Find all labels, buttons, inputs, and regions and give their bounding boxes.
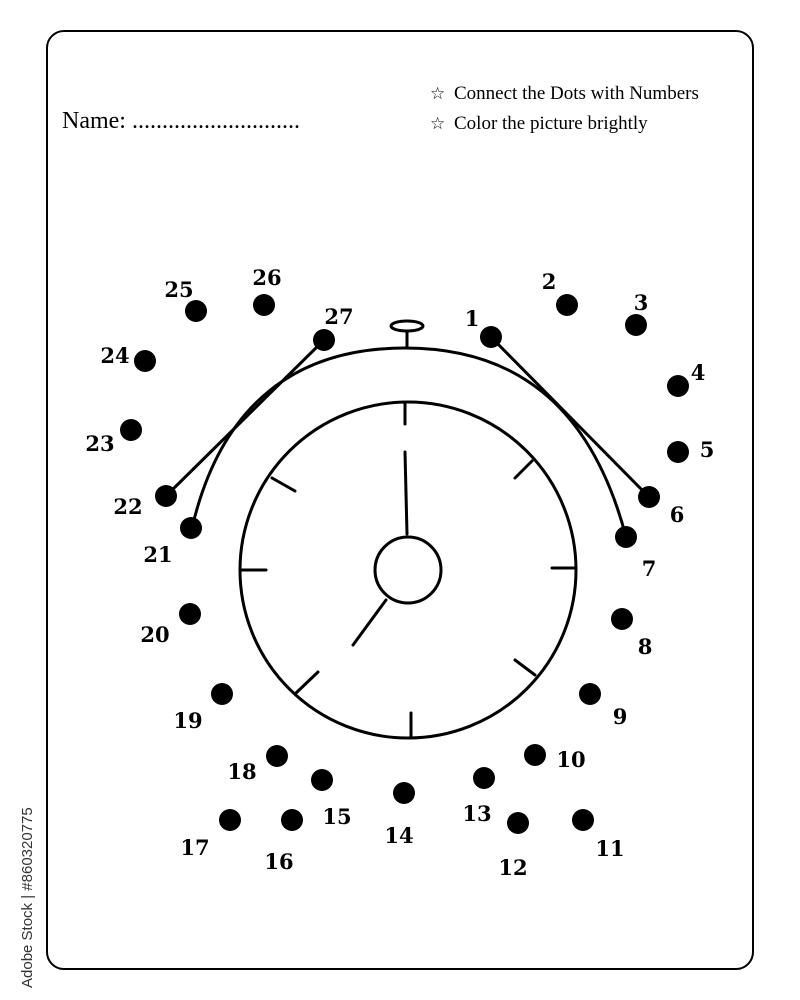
dot-point [667, 360, 705, 397]
dot-number-label: 12 [498, 855, 528, 880]
dot-number-label: 3 [633, 290, 649, 315]
clock-right-strap [491, 337, 649, 497]
dot-number-label: 10 [556, 747, 586, 772]
dot-number-label: 7 [641, 556, 657, 581]
dot-marker [134, 350, 156, 372]
instruction-text: Connect the Dots with Numbers [454, 83, 699, 104]
dot-marker [611, 608, 633, 630]
dot-number-label: 18 [227, 759, 257, 784]
dot-marker [155, 485, 177, 507]
dot-number-label: 11 [595, 836, 625, 861]
clock-tick [272, 478, 295, 491]
clock-tick [515, 660, 535, 675]
dot-point [638, 486, 684, 527]
dot-point [164, 277, 207, 322]
dot-marker [311, 769, 333, 791]
dot-number-label: 26 [252, 265, 282, 290]
dot-number-label: 9 [612, 704, 628, 729]
name-field-label: Name: ............................ [62, 108, 300, 134]
star-icon: ☆ [430, 84, 446, 103]
dot-marker [625, 314, 647, 336]
clock-center-hub [375, 537, 441, 603]
alarm-clock-drawing [166, 321, 649, 738]
dot-number-label: 16 [264, 849, 294, 874]
dot-number-label: 14 [384, 823, 414, 848]
dot-marker [524, 744, 546, 766]
dot-point [100, 343, 156, 372]
dot-point [311, 769, 352, 829]
dot-marker [579, 683, 601, 705]
dot-marker [638, 486, 660, 508]
dot-marker [120, 419, 142, 441]
dot-marker [480, 326, 502, 348]
dot-number-label: 23 [85, 431, 115, 456]
dot-marker [211, 683, 233, 705]
dot-point [252, 265, 281, 316]
dot-number-label: 13 [462, 801, 492, 826]
dot-point [180, 809, 241, 860]
dot-number-label: 8 [637, 634, 653, 659]
dot-marker [556, 294, 578, 316]
clock-minute-hand [405, 452, 407, 534]
dot-point [140, 603, 201, 647]
clock-left-strap [166, 340, 324, 496]
dot-point [462, 767, 495, 826]
dot-marker [473, 767, 495, 789]
dot-marker [281, 809, 303, 831]
dot-point [498, 812, 529, 880]
dot-marker [313, 329, 335, 351]
dot-number-label: 22 [113, 494, 143, 519]
dot-point [572, 809, 625, 861]
dot-point [113, 485, 177, 519]
dot-point [465, 306, 502, 348]
dot-point [173, 683, 233, 733]
dot-point [143, 517, 202, 567]
dot-point [542, 269, 578, 316]
dot-marker [180, 517, 202, 539]
dot-point [227, 745, 288, 784]
dot-number-label: 6 [669, 502, 685, 527]
clock-handle-arc [192, 348, 626, 537]
dot-number-label: 21 [143, 542, 173, 567]
dot-number-label: 4 [690, 360, 706, 385]
instruction-text: Color the picture brightly [454, 113, 648, 134]
dot-point [524, 744, 586, 772]
star-icon: ☆ [430, 114, 446, 133]
dot-point [85, 419, 142, 456]
dot-marker [219, 809, 241, 831]
dot-marker [179, 603, 201, 625]
dot-point [615, 526, 656, 581]
dot-marker [667, 441, 689, 463]
dot-number-label: 27 [324, 304, 354, 329]
dot-marker [507, 812, 529, 834]
dot-number-label: 20 [140, 622, 170, 647]
dot-marker [266, 745, 288, 767]
dot-point [625, 290, 648, 336]
dot-marker [393, 782, 415, 804]
dot-number-label: 15 [322, 804, 352, 829]
dot-point [313, 304, 354, 351]
dot-point [667, 437, 714, 463]
stock-watermark [8, 760, 38, 990]
dot-marker [253, 294, 275, 316]
dot-number-label: 2 [541, 269, 557, 294]
dot-point [264, 809, 303, 874]
clock-tick [515, 461, 532, 478]
dot-point [611, 608, 652, 659]
dot-point [384, 782, 415, 848]
dot-number-label: 17 [180, 835, 210, 860]
dot-number-label: 5 [699, 437, 715, 462]
stock-id-text: Adobe Stock | #860320775 [19, 807, 36, 988]
dot-number-label: 1 [464, 306, 480, 331]
dot-number-label: 25 [164, 277, 194, 302]
dot-number-label: 24 [100, 343, 130, 368]
dot-marker [615, 526, 637, 548]
dot-marker [667, 375, 689, 397]
dot-marker [185, 300, 207, 322]
dot-number-label: 19 [173, 708, 203, 733]
dot-point [579, 683, 627, 729]
clock-hour-hand [353, 600, 386, 645]
clock-tick [296, 672, 318, 693]
dot-marker [572, 809, 594, 831]
